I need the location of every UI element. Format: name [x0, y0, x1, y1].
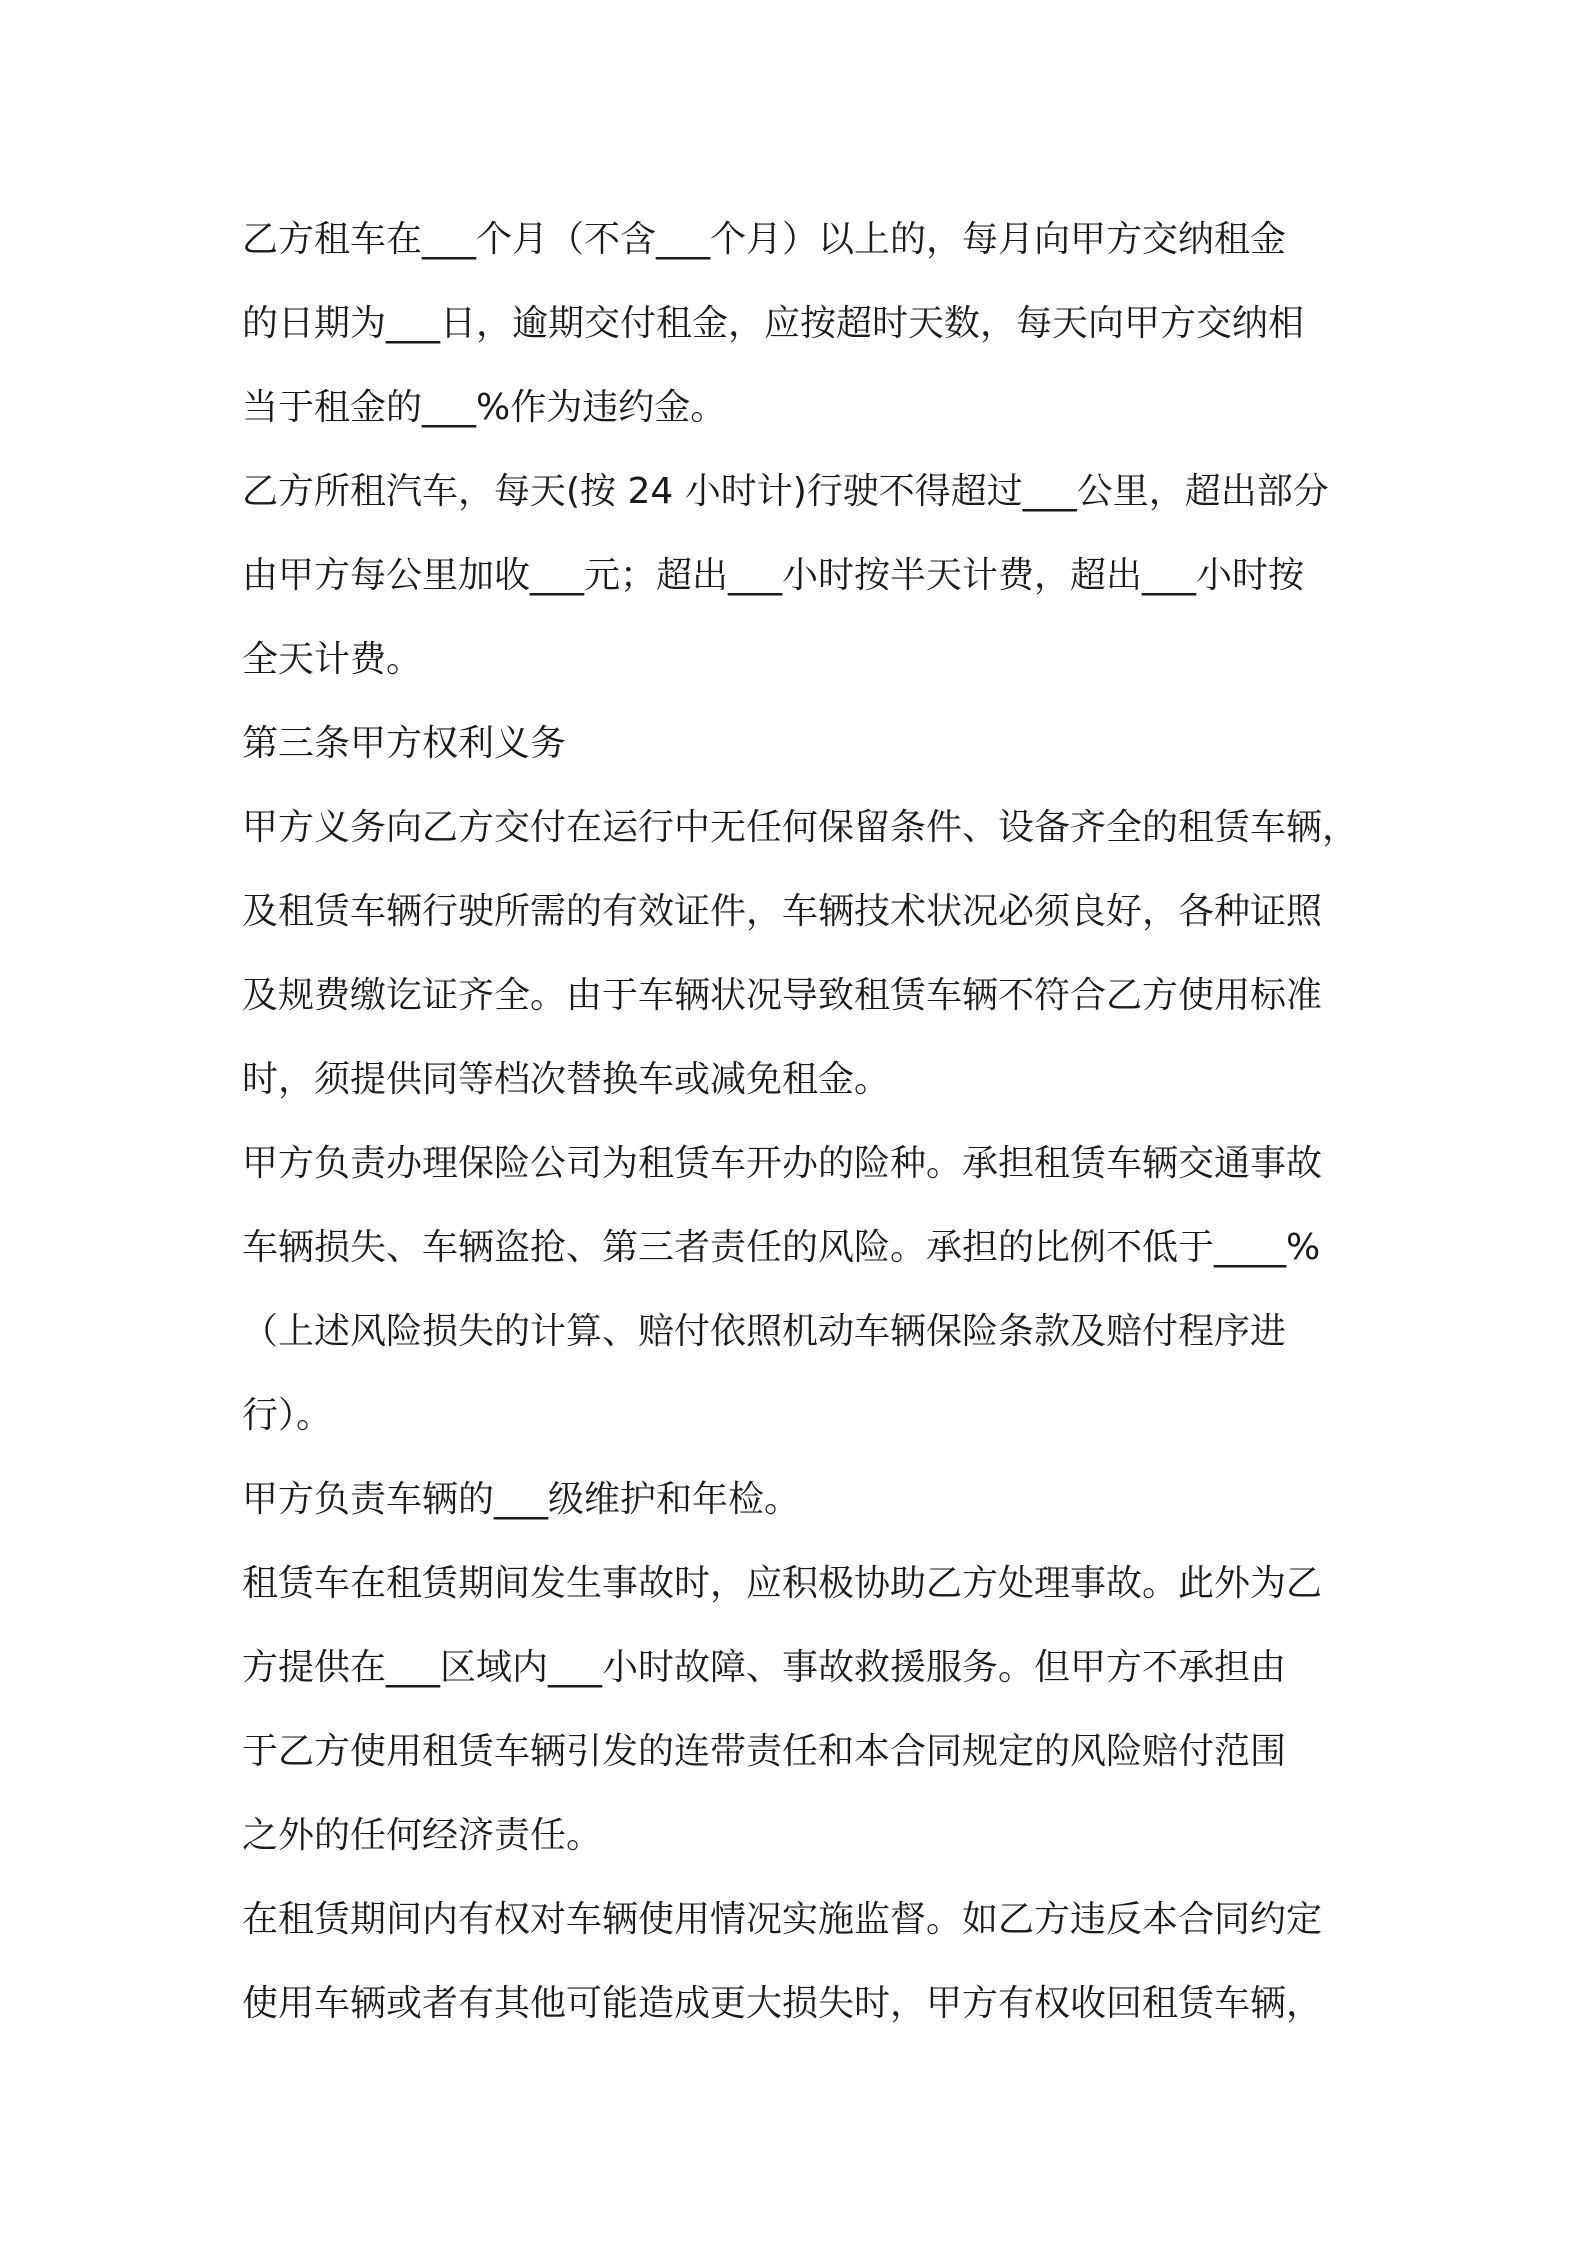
document-body — [242, 198, 1362, 2046]
text-line: 乙方所租汽车，每天(按 24 小时计)行驶不得超过___公里，超出部分 — [242, 471, 1329, 512]
text-line: 全天计费。 — [242, 639, 423, 680]
text-line: 于乙方使用租赁车辆引发的连带责任和本合同规定的风险赔付范围 — [242, 1731, 1287, 1772]
text-line: 乙方租车在___个月（不含___个月）以上的，每月向甲方交纳租金 — [242, 219, 1287, 260]
text-line: 使用车辆或者有其他可能造成更大损失时，甲方有权收回租赁车辆， — [242, 1983, 1323, 2024]
text-line: 甲方义务向乙方交付在运行中无任何保留条件、设备齐全的租赁车辆， — [242, 807, 1359, 848]
text-line: 由甲方每公里加收___元；超出___小时按半天计费，超出___小时按 — [242, 555, 1305, 596]
text-line: 租赁车在租赁期间发生事故时，应积极协助乙方处理事故。此外为乙 — [242, 1563, 1323, 1604]
text-line: 在租赁期间内有权对车辆使用情况实施监督。如乙方违反本合同约定 — [242, 1899, 1323, 1940]
text-line: 及租赁车辆行驶所需的有效证件，车辆技术状况必须良好，各种证照 — [242, 891, 1323, 932]
text-line: 行）。 — [242, 1395, 333, 1436]
section-heading: 第三条甲方权利义务 — [242, 723, 567, 764]
text-line: 甲方负责车辆的___级维护和年检。 — [242, 1479, 801, 1520]
text-line: 方提供在___区域内___小时故障、事故救援服务。但甲方不承担由 — [242, 1647, 1287, 1688]
text-line: （上述风险损失的计算、赔付依照机动车辆保险条款及赔付程序进 — [242, 1311, 1287, 1352]
text-line: 当于租金的___%作为违约金。 — [242, 387, 727, 428]
text-line: 甲方负责办理保险公司为租赁车开办的险种。承担租赁车辆交通事故 — [242, 1143, 1323, 1184]
text-line: 时，须提供同等档次替换车或减免租金。 — [242, 1059, 891, 1100]
text-line: 及规费缴讫证齐全。由于车辆状况导致租赁车辆不符合乙方使用标准 — [242, 975, 1323, 1016]
text-line: 的日期为___日，逾期交付租金，应按超时天数，每天向甲方交纳相 — [242, 303, 1305, 344]
text-line: 车辆损失、车辆盗抢、第三者责任的风险。承担的比例不低于____% — [242, 1227, 1321, 1268]
text-line: 之外的任何经济责任。 — [242, 1815, 603, 1856]
